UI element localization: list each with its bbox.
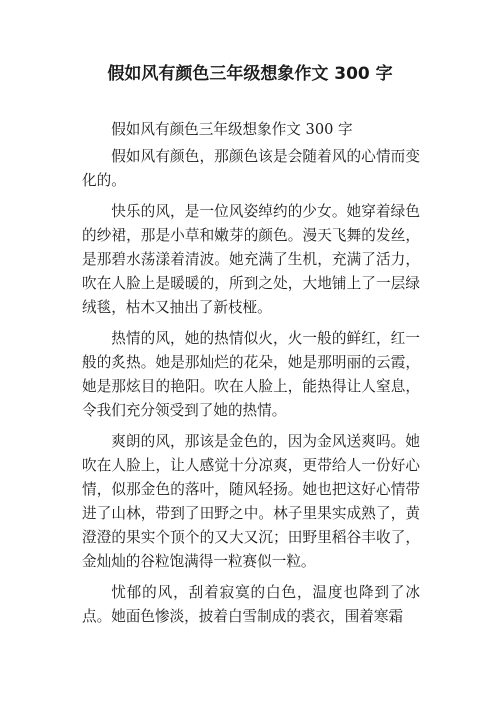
document-body [82, 118, 420, 636]
document-title: 假如风有颜色三年级想象作文 300 字 [107, 64, 393, 84]
paragraph: 快乐的风，是一位风姿绰约的少女。她穿着绿色的纱裙，那是小草和嫩芽的颜色。漫天飞舞的发丝，是那碧水荡漾着清波。她充满了生机，充满了活力，吹在人脸上是暖暖的，所到之处，大地铺上了一层绿绒毯，枯木又抽出了新枝桠。 [82, 203, 420, 316]
paragraph: 假如风有颜色，那颜色该是会随着风的心情而变化的。 [82, 148, 420, 189]
paragraph: 热情的风，她的热情似火，火一般的鲜红，红一般的炙热。她是那灿烂的花朵，她是那明丽的云霞，她是那炫目的艳阳。吹在人脸上，能热得让人窒息，令我们充分领受到了她的热情。 [82, 330, 420, 419]
paragraph: 忧郁的风，刮着寂寞的白色，温度也降到了冰点。她面色惨淡，披着白雪制成的裘衣，围着寒霜 [82, 584, 420, 625]
paragraph: 爽朗的风，那该是金色的，因为金风送爽吗。她吹在人脸上，让人感觉十分凉爽，更带给人一份好心情，似那金色的落叶，随风轻扬。她也把这好心情带进了山林，带到了田野之中。林子里果实成熟了，黄澄澄的果实个顶个的又大又沉；田野里稻谷丰收了，金灿灿的谷粒饱满得一粒赛似一粒。 [82, 433, 420, 570]
paragraph-heading: 假如风有颜色三年级想象作文 300 字 [111, 121, 353, 138]
